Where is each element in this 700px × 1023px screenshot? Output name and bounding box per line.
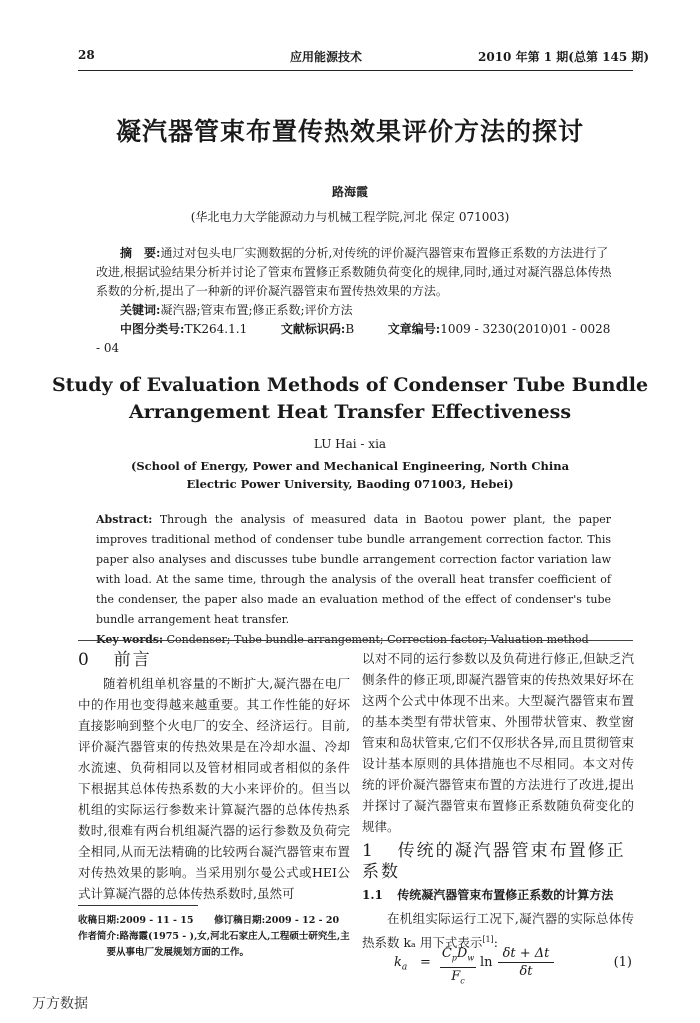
- keywords-text-cn: 凝汽器;管束布置;修正系数;评价方法: [160, 303, 353, 317]
- equation-fraction-1: [440, 945, 476, 990]
- abstract-en: [96, 510, 611, 650]
- right-column: [362, 648, 634, 953]
- english-title-line2: Arrangement Heat Transfer Effectiveness: [128, 401, 572, 423]
- eq-num-sub-w: w: [467, 953, 475, 963]
- keywords-text-en: Condenser; Tube bundle arrangement; Correction factor; Valuation method: [166, 633, 589, 646]
- clc-value: TK264.1.1: [184, 322, 248, 336]
- header-rule: [78, 70, 633, 71]
- keywords-label-cn: 关键词:: [120, 303, 161, 317]
- received-label: 收稿日期:: [78, 915, 120, 926]
- eq-den-f: F: [451, 968, 461, 984]
- section-0-title: 前言: [113, 650, 152, 670]
- revised-label: 修订稿日期:: [214, 915, 266, 926]
- received-date: 2009 - 11 - 15: [119, 915, 194, 926]
- left-column: [78, 650, 350, 904]
- page-title: 凝汽器管束布置传热效果评价方法的探讨: [115, 117, 584, 146]
- doc-code-label: 文献标识码:: [280, 322, 346, 336]
- subsection-1-1-heading: [362, 885, 634, 906]
- eq-num-sub-p: p: [451, 953, 457, 963]
- affiliation-en: [0, 457, 700, 493]
- equation-fraction-2-num: δt + Δt: [498, 945, 554, 963]
- author-en: LU Hai - xia: [313, 437, 387, 451]
- affiliation-cn: (华北电力大学能源动力与机械工程学院,河北 保定 071003): [190, 210, 510, 224]
- affiliation-en-line1: (School of Energy, Power and Mechanical Engineering, North China: [130, 459, 570, 473]
- equation-fraction-2-den: δt: [519, 964, 533, 979]
- issue-info: 2010 年第 1 期(总第 145 期): [478, 50, 650, 64]
- abstract-text-en: Through the analysis of measured data in Baotou power plant, the paper improves traditional method of condenser tube bundle arrangement correction factor. This paper also analyses and discusses tube bundle arrangement correction factor variation law with load. At the same time, through the analysis of the overall heat transfer coefficient of the condenser, the paper also made an evaluation method of the effect of condenser's tube bundle arrangement heat transfer.: [96, 513, 611, 626]
- equation-lhs-symbol: k: [394, 955, 402, 970]
- intro-paragraph: 随着机组单机容量的不断扩大,凝汽器在电厂中的作用也变得越来越重要。其工作性能的好坏直接影响到整个火电厂的安全、经济运行。目前,评价凝汽器管束的传热效果是在冷却水温、冷却水流速、负荷相同以及管材相同或者相似的条件下根据其总体传热系数的大小来评价的。但当以机组的实际运行参数来计算凝汽器的总体传热系数时,很难有两台机组凝汽器的运行参数及负荷完全相同,从而无法精确的比较两台凝汽器管束布置对传热效果的影响。当采用别尔曼公式或HEI公式计算凝汽器的总体传热系数时,虽然可: [78, 676, 350, 901]
- subsection-1-1-title: 传统凝汽器管束布置修正系数的计算方法: [397, 888, 614, 902]
- article-no-value: 1009 - 3230(2010)01 - 0028 - 04: [96, 322, 611, 355]
- equation-lhs-sub: a: [401, 962, 408, 973]
- footnote: [78, 913, 350, 961]
- reference-mark: [1]: [482, 935, 494, 944]
- page-number: 28: [78, 48, 95, 62]
- journal-name: 应用能源技术: [290, 50, 363, 64]
- subsection-1-1-paragraph: 在机组实际运行工况下,凝汽器的实际总体传热系数 kₐ 用下式表示: [362, 911, 634, 951]
- intro-paragraph-cont: 以对不同的运行参数以及负荷进行修正,但缺乏汽侧条件的修正项,即凝汽器管束的传热效果好坏在这两个公式中体现不出来。大型凝汽器管束布置的基本类型有带状管束、外围带状管束、教堂窗管束和岛状管束,它们不仅形状各异,而且贯彻管束设计基本原则的具体措施也不尽相同。本文对传统的评价凝汽器管束布置的方法进行了改进,提出并探讨了凝汽器管束布置修正系数随负荷变化的规律。: [362, 651, 634, 834]
- english-title: [0, 372, 700, 426]
- watermark: 万方数据: [32, 996, 88, 1012]
- equation-numerator: [440, 945, 476, 968]
- author-intro-label: 作者简介:: [78, 931, 120, 942]
- abstract-text-cn: 通过对包头电厂实测数据的分析,对传统的评价凝汽器管束布置修正系数的方法进行了改进,根据试验结果分析并讨论了管束布置修正系数随负荷变化的规律,同时,通过对凝汽器总体传热系数的分析,提出了一种新的评价凝汽器管束布置传热效果的方法。: [96, 246, 612, 298]
- keywords-label-en: Key words:: [96, 633, 164, 646]
- affiliation-en-line2: Electric Power University, Baoding 071003, Hebei): [186, 477, 514, 491]
- eq-num-c: C: [441, 946, 452, 961]
- section-divider: [78, 640, 633, 641]
- author-cn: 路海霞: [331, 185, 368, 199]
- section-1-title: 传统的凝汽器管束布置修正系数: [362, 841, 626, 882]
- equation-fraction-2: [498, 945, 554, 981]
- equation-1: [394, 945, 634, 985]
- doc-code-value: B: [345, 322, 355, 336]
- section-0-number: 0: [78, 650, 91, 670]
- equation-lhs: [394, 955, 407, 973]
- section-0-heading: [78, 650, 350, 671]
- article-no-label: 文章编号:: [387, 322, 441, 336]
- eq-den-sub-c: c: [460, 976, 465, 986]
- subsection-1-1-colon: :: [493, 935, 498, 951]
- equation-ln: ln: [480, 955, 493, 970]
- abstract-label-cn: 摘 要:: [120, 246, 161, 260]
- revised-date: 2009 - 12 - 20: [265, 915, 340, 926]
- english-title-line1: Study of Evaluation Methods of Condenser Tube Bundle: [51, 374, 649, 396]
- author-intro: 路海霞(1975 - ),女,河北石家庄人,工程硕士研究生,主要从事电厂发展规划方面的工作。: [106, 931, 350, 958]
- clc-label: 中图分类号:: [120, 322, 185, 336]
- equation-denominator: [440, 968, 476, 991]
- abstract-cn: [96, 244, 616, 358]
- section-1-number: 1: [362, 841, 375, 861]
- abstract-label-en: Abstract:: [96, 513, 153, 526]
- equation-number: (1): [613, 955, 632, 970]
- footnote-rule: [78, 905, 198, 906]
- section-1-heading: [362, 841, 634, 883]
- equation-equals: =: [420, 955, 431, 970]
- subsection-1-1-number: 1.1: [362, 888, 383, 902]
- eq-num-d: D: [456, 946, 468, 961]
